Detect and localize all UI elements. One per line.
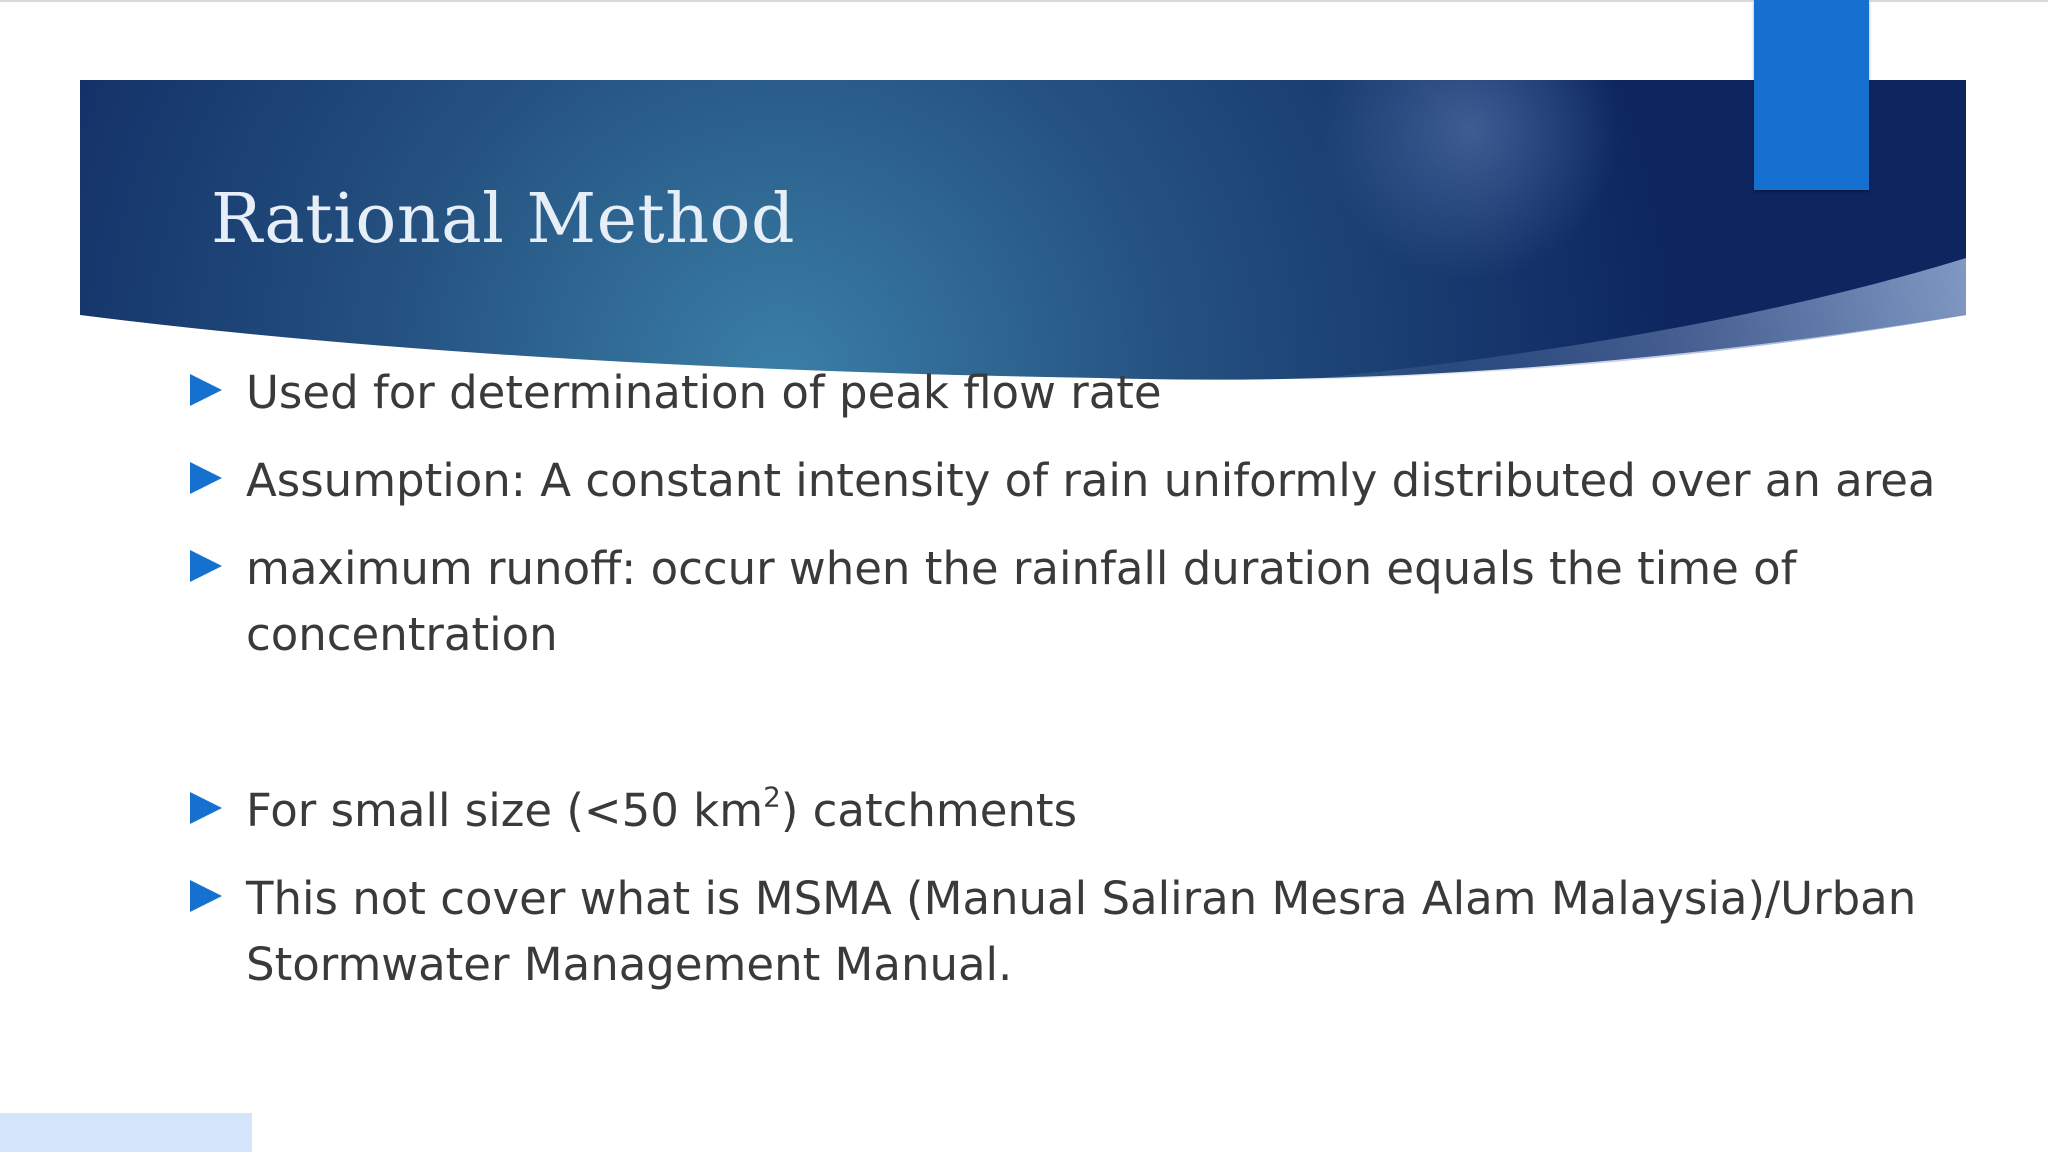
triangle-right-icon — [190, 880, 222, 912]
bullet-text: Used for determination of peak flow rate — [246, 366, 1162, 419]
superscript-2: 2 — [763, 780, 781, 814]
triangle-right-icon — [190, 462, 222, 494]
bullet-item — [190, 866, 1950, 998]
triangle-right-icon — [190, 374, 222, 406]
bullet-text: maximum runoff: occur when the rainfall duration equals the time of concentration — [246, 542, 1797, 661]
bullet-text: This not cover what is MSMA (Manual Saliran Mesra Alam Malaysia)/Urban Stormwater Management Manual. — [246, 872, 1917, 991]
bullet-text: Assumption: A constant intensity of rain uniformly distributed over an area — [246, 454, 1936, 507]
bullet-text-pre: For small size (<50 km — [246, 784, 764, 837]
bullet-item — [190, 778, 1950, 844]
bullet-item — [190, 360, 1950, 426]
slide-title: Rational Method — [211, 180, 795, 259]
bullet-text-post: ) catchments — [780, 784, 1078, 837]
bullet-item — [190, 448, 1950, 514]
triangle-right-icon — [190, 792, 222, 824]
accent-tab — [1754, 0, 1869, 190]
bullet-item — [190, 536, 1950, 668]
bullet-text — [246, 778, 1950, 844]
triangle-right-icon — [190, 550, 222, 582]
corner-decoration — [0, 1113, 252, 1152]
